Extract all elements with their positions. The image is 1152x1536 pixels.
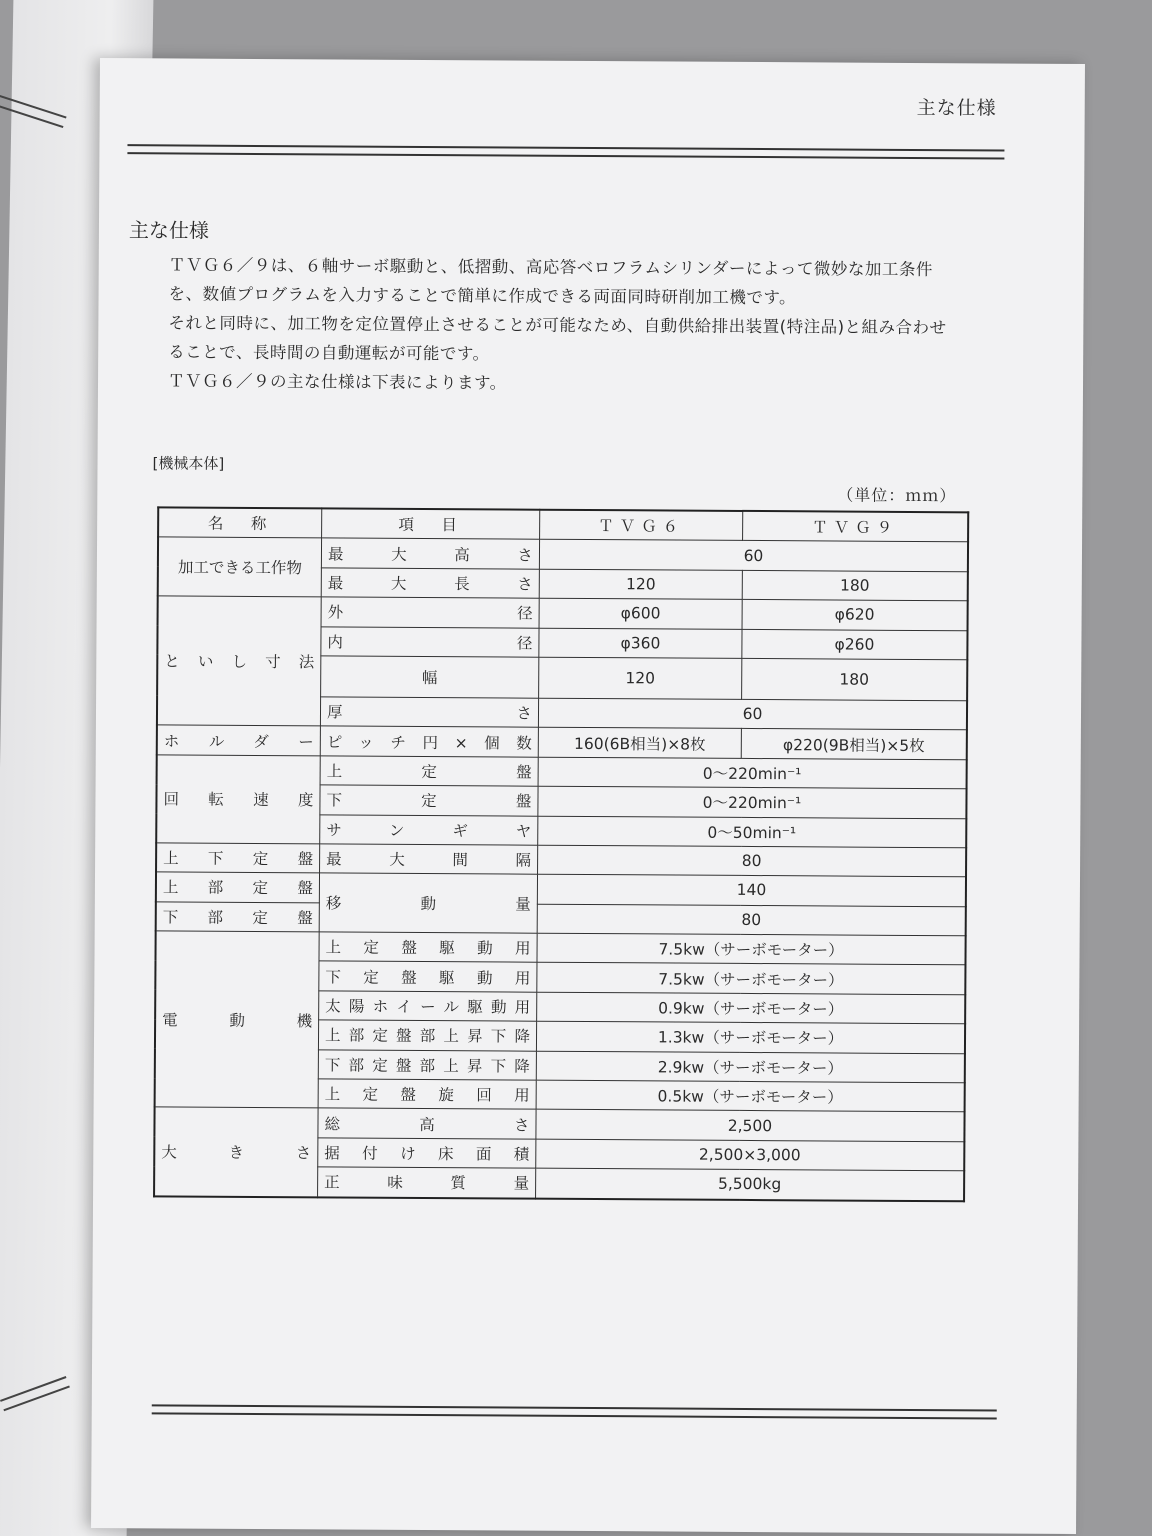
row-value-tvg6: 160(6B相当)×8枚 bbox=[538, 728, 741, 759]
row-item: 下部定盤部上昇下降 bbox=[318, 1049, 536, 1080]
intro-line: ＴＶＧ６／９は、６軸サーボ駆動と、低摺動、高応答ベロフラムシリンダーによって微妙な加工条件 bbox=[168, 255, 933, 280]
table-row bbox=[154, 1107, 964, 1141]
row-item: 上定盤旋回用 bbox=[318, 1079, 536, 1110]
row-value: 0.5kw（サーボモーター） bbox=[536, 1080, 965, 1112]
table-row bbox=[155, 931, 965, 965]
row-value-tvg6: φ600 bbox=[539, 598, 742, 629]
row-item: 内径 bbox=[321, 626, 539, 657]
row-item: 下定盤 bbox=[320, 785, 538, 816]
row-value: 80 bbox=[537, 904, 966, 936]
row-item: 下定盤駆動用 bbox=[319, 961, 537, 992]
motor-label: 電動機 bbox=[155, 931, 320, 1108]
row-value-tvg9: φ220(9B相当)×5枚 bbox=[741, 729, 967, 760]
row-value-tvg9: 180 bbox=[742, 570, 968, 601]
row-value: 0～220min⁻¹ bbox=[538, 757, 967, 789]
row-item: 総高さ bbox=[318, 1108, 536, 1139]
header-name: 名 称 bbox=[158, 507, 322, 538]
row-value: 1.3kw（サーボモーター） bbox=[536, 1021, 965, 1053]
row-value: 80 bbox=[538, 845, 967, 877]
speed-label: 回転速度 bbox=[156, 755, 320, 844]
table-subhead: [機械本体] bbox=[152, 454, 225, 473]
document-page bbox=[91, 58, 1085, 1534]
row-value: 7.5kw（サーボモーター） bbox=[537, 963, 966, 995]
lower-travel-label: 下部定盤 bbox=[156, 902, 320, 932]
table-row bbox=[157, 755, 967, 789]
upper-travel-label: 上部定盤 bbox=[156, 872, 320, 902]
wheel-label: といし寸法 bbox=[157, 596, 321, 726]
unit-note: （単位：ｍｍ） bbox=[837, 485, 957, 506]
row-value: 0～220min⁻¹ bbox=[538, 786, 967, 818]
row-item: 外径 bbox=[321, 597, 539, 628]
row-item: 太陽ホイール駆動用 bbox=[319, 991, 537, 1022]
spec-table bbox=[153, 506, 969, 1202]
table-header-row bbox=[158, 507, 968, 542]
row-value-tvg6: 120 bbox=[539, 657, 742, 699]
header-item: 項 目 bbox=[322, 508, 540, 539]
row-value-tvg9: φ620 bbox=[742, 600, 968, 631]
header-tvg9: ＴＶＧ９ bbox=[743, 511, 969, 542]
row-value-tvg6: φ360 bbox=[539, 628, 742, 659]
row-value: 0～50min⁻¹ bbox=[538, 816, 967, 848]
row-value-tvg9: 180 bbox=[742, 658, 968, 700]
table-row bbox=[158, 596, 968, 630]
table-row bbox=[158, 537, 968, 571]
row-item: 上定盤駆動用 bbox=[319, 932, 537, 963]
row-item: 最大間隔 bbox=[320, 844, 538, 875]
running-head: 主な仕様 bbox=[916, 96, 997, 120]
row-item: 上定盤 bbox=[320, 756, 538, 787]
row-value: 5,500kg bbox=[536, 1168, 965, 1201]
row-value-tvg6: 120 bbox=[539, 569, 742, 600]
size-label: 大きさ bbox=[154, 1107, 318, 1197]
row-item: ピッチ円×個数 bbox=[320, 726, 538, 757]
section-title: 主な仕様 bbox=[128, 218, 210, 243]
row-value: 7.5kw（サーボモーター） bbox=[537, 933, 966, 965]
row-value: 140 bbox=[537, 874, 966, 906]
row-item: サンギヤ bbox=[320, 814, 538, 845]
row-item: 据付け床面積 bbox=[318, 1138, 536, 1169]
header-rule bbox=[127, 144, 1004, 159]
row-item: 移動量 bbox=[319, 873, 537, 933]
row-item: 幅 bbox=[321, 656, 539, 698]
intro-line: を、数値プログラムを入力することで簡単に作成できる両面同時研削加工機です。 bbox=[168, 284, 797, 308]
header-tvg6: ＴＶＧ６ bbox=[540, 510, 743, 541]
row-value: 2,500×3,000 bbox=[536, 1139, 965, 1171]
row-value: 60 bbox=[538, 698, 967, 730]
row-value: 0.9kw（サーボモーター） bbox=[537, 992, 966, 1024]
row-item: 最大高さ bbox=[321, 538, 539, 569]
intro-line: ることで、長時間の自動運転が可能です。 bbox=[168, 342, 490, 364]
gap-label: 上下定盤 bbox=[156, 843, 320, 873]
row-value-tvg9: φ260 bbox=[742, 629, 968, 660]
row-item: 正味質量 bbox=[318, 1167, 536, 1198]
row-value: 2.9kw（サーボモーター） bbox=[536, 1051, 965, 1083]
intro-text bbox=[168, 250, 999, 400]
footer-rule bbox=[152, 1404, 997, 1419]
workpiece-label: 加工できる工作物 bbox=[158, 537, 322, 597]
intro-line: それと同時に、加工物を定位置停止させることが可能なため、自動供給排出装置(特注品)と組み合わせ bbox=[168, 313, 947, 338]
row-item: 最大長さ bbox=[321, 568, 539, 599]
row-value: 2,500 bbox=[536, 1110, 965, 1142]
row-item: 厚さ bbox=[320, 697, 538, 728]
holder-label: ホルダー bbox=[157, 725, 321, 755]
row-value: 60 bbox=[539, 540, 968, 572]
intro-line: ＴＶＧ６／９の主な仕様は下表によります。 bbox=[167, 371, 507, 393]
row-item: 上部定盤部上昇下降 bbox=[318, 1020, 536, 1051]
